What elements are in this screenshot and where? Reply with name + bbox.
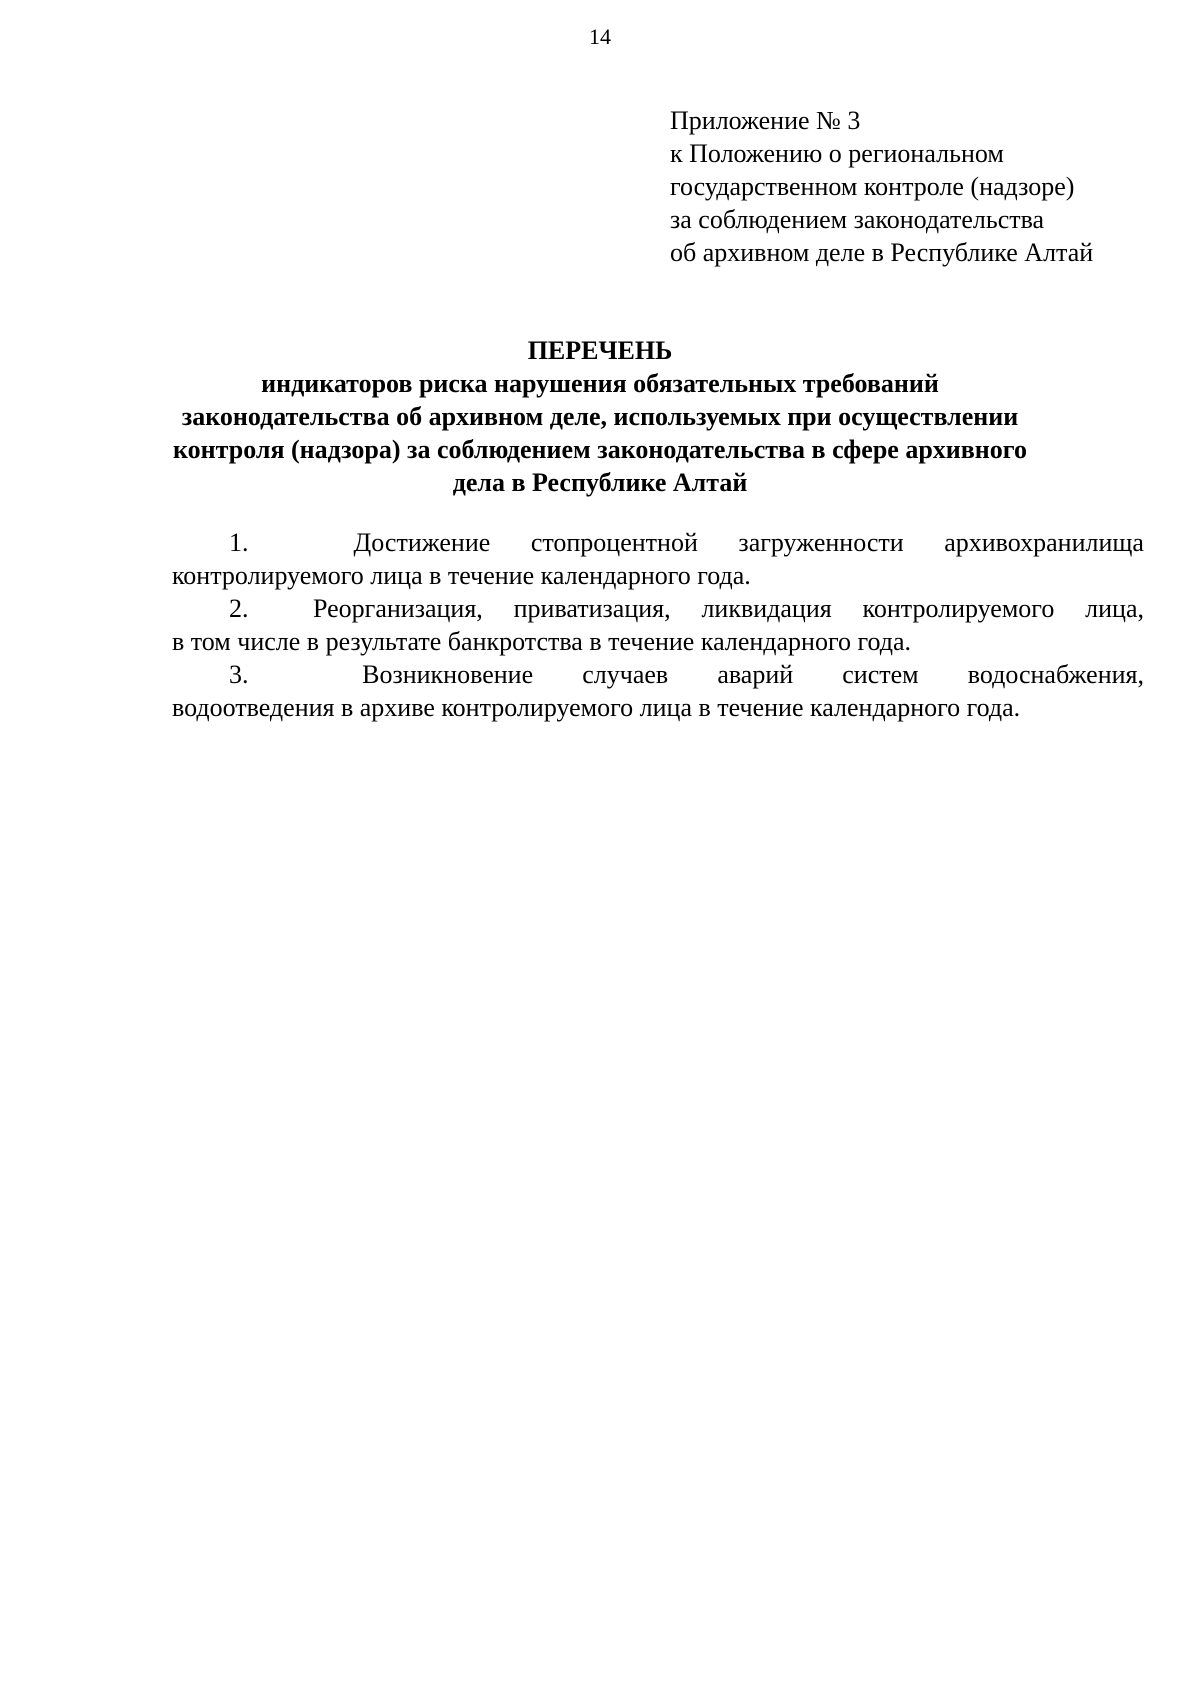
appendix-line: за соблюдением законодательства bbox=[670, 205, 1045, 234]
list-item-first-line bbox=[172, 526, 1144, 559]
list-item-word: систем bbox=[842, 660, 919, 689]
list-item bbox=[172, 526, 1144, 592]
indicator-list bbox=[172, 526, 1144, 724]
list-item bbox=[172, 592, 1144, 658]
appendix-line: государственном контроле (надзоре) bbox=[670, 172, 1075, 201]
page-number: 14 bbox=[589, 24, 611, 49]
list-item-continuation: в том числе в результате банкротства в течение календарного года. bbox=[172, 627, 912, 656]
list-item-word: водоснабжения, bbox=[967, 660, 1144, 689]
list-item-word: Достижение bbox=[353, 528, 491, 557]
list-item-number: 2. bbox=[229, 594, 249, 623]
list-item-word: аварий bbox=[717, 660, 794, 689]
list-item-continuation: водоотведения в архиве контролируемого лица в течение календарного года. bbox=[172, 693, 1021, 722]
list-item-word: случаев bbox=[582, 660, 669, 689]
appendix-line: Приложение № 3 bbox=[670, 106, 861, 135]
appendix-reference bbox=[670, 104, 1170, 269]
title-line: индикаторов риска нарушения обязательных требований bbox=[261, 369, 939, 398]
list-item-first-line bbox=[172, 658, 1144, 691]
list-item-word: Возникновение bbox=[362, 660, 534, 689]
title-heading: ПЕРЕЧЕНЬ bbox=[527, 336, 673, 365]
title-line: дела в Республике Алтай bbox=[452, 468, 748, 497]
document-title bbox=[150, 334, 1050, 499]
list-item-first-line bbox=[172, 592, 1144, 625]
list-item-word: архивохранилища bbox=[944, 528, 1144, 557]
list-item-number: 3. bbox=[229, 660, 249, 689]
list-item bbox=[172, 658, 1144, 724]
list-item-number: 1. bbox=[229, 528, 249, 557]
list-item-word: стопроцентной bbox=[530, 528, 698, 557]
list-item-word: загруженности bbox=[738, 528, 904, 557]
list-item-text: Реорганизация, приватизация, ликвидация контролируемого лица, bbox=[313, 594, 1144, 623]
title-line: контроля (надзора) за соблюдением законодательства в сфере архивного bbox=[173, 435, 1027, 464]
title-line: законодательства об архивном деле, используемых при осуществлении bbox=[181, 402, 1019, 431]
list-item-continuation: контролируемого лица в течение календарного года. bbox=[172, 561, 751, 590]
appendix-line: об архивном деле в Республике Алтай bbox=[670, 238, 1094, 267]
appendix-line: к Положению о региональном bbox=[670, 139, 1004, 168]
